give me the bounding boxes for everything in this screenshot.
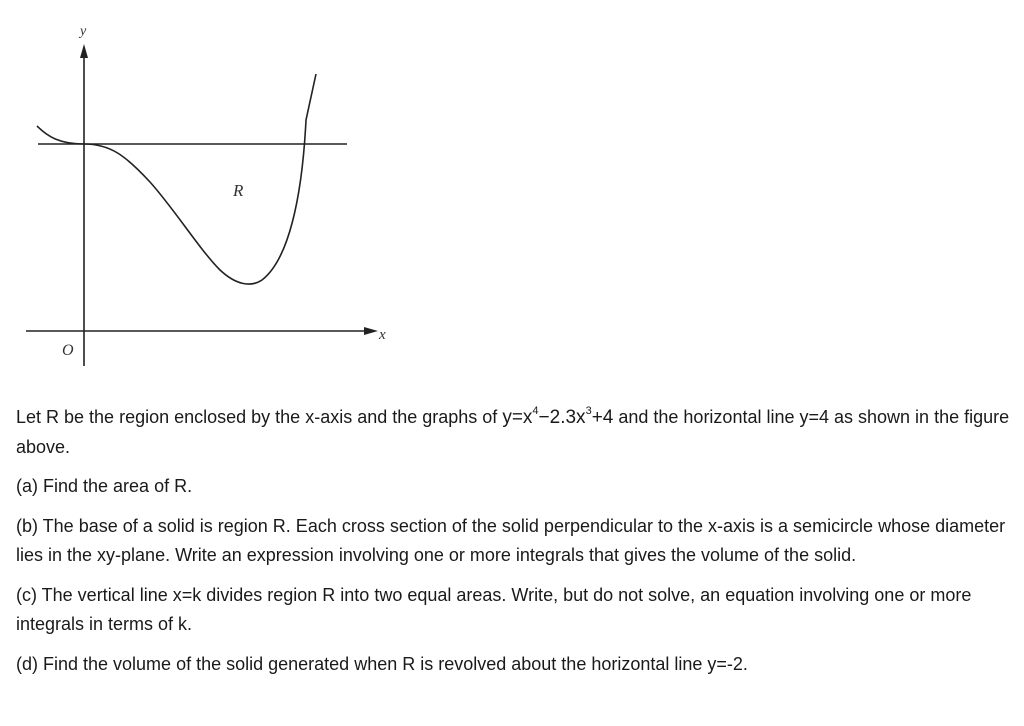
part-d: (d) Find the volume of the solid generated when R is revolved about the horizontal line y=-2. [16, 653, 748, 674]
x-axis-arrow [364, 327, 378, 335]
eq-y: y [502, 407, 512, 428]
part-b: (b) The base of a solid is region R. Each cross section of the solid perpendicular to the x-axis is a semicircle whose diameter lies in the xy-plane. Write an expression involving one or more integrals that gives the volume of the solid. [16, 515, 1006, 565]
eq-x1: x [522, 407, 533, 428]
eq-end: +4 [591, 407, 614, 428]
quartic-curve [37, 74, 316, 284]
eq-mid: −2.3x [538, 407, 586, 428]
eq-exp2: 3 [585, 404, 592, 417]
region-label: R [233, 181, 244, 200]
problem-intro [16, 403, 1011, 462]
intro-before: Let R be the region enclosed by the x-axis and the graphs of [16, 407, 503, 427]
eq-exp1: 4 [532, 404, 539, 417]
equation [502, 404, 614, 428]
origin-label: O [62, 342, 74, 359]
intro-after: and the horizontal line y=4 as shown in the figure above. [16, 407, 1010, 457]
y-axis-arrow [80, 44, 88, 58]
y-axis-label: y [80, 24, 87, 39]
problem-figure [0, 0, 420, 380]
part-c: (c) The vertical line x=k divides region R into two equal areas. Write, but do not solve, an equation involving one or more integrals in terms of k. [16, 584, 972, 634]
problem-text [16, 403, 1011, 689]
eq-equals: = [511, 407, 523, 428]
x-axis-label: x [379, 327, 386, 343]
part-a: (a) Find the area of R. [16, 476, 193, 496]
